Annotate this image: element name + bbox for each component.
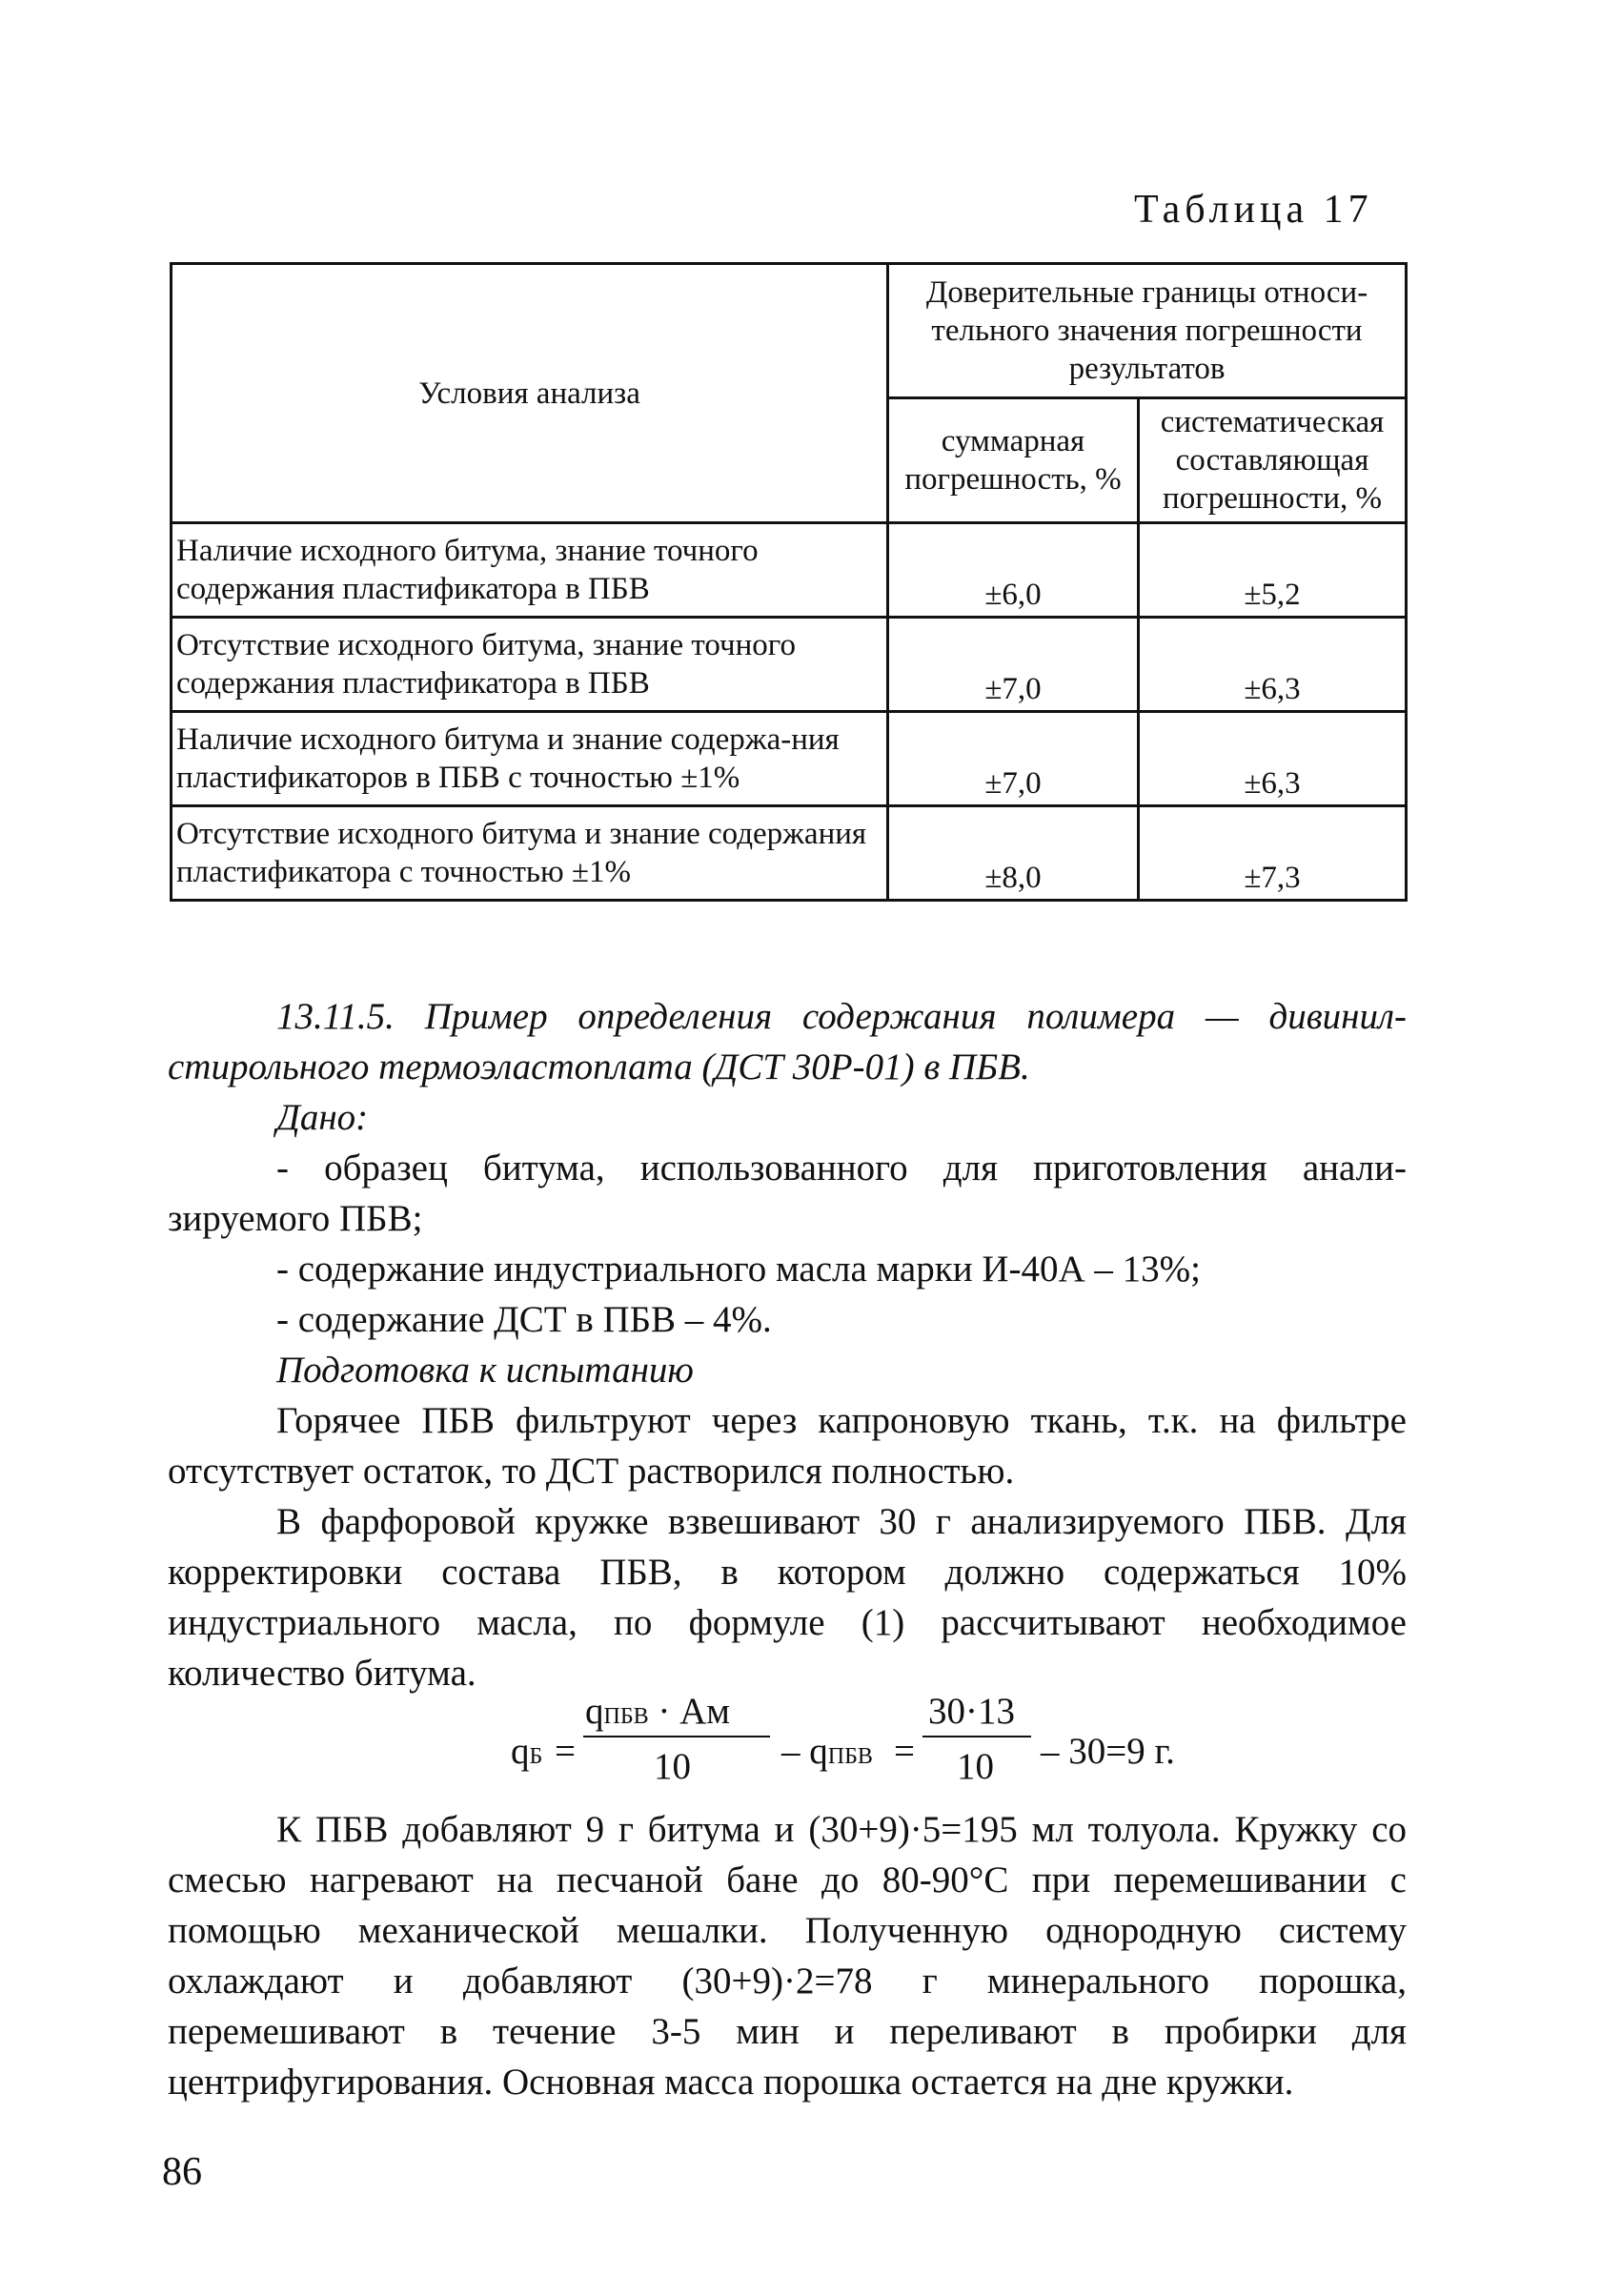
- row-systematic: ±6,3: [1139, 712, 1407, 806]
- row-total: ±7,0: [888, 618, 1139, 712]
- page-number: 86: [162, 2150, 202, 2194]
- header-confidence-limits: Доверительные границы относи-тельного значения погрешности результатов: [888, 264, 1407, 398]
- row-total: ±7,0: [888, 712, 1139, 806]
- paragraph: К ПБВ добавляют 9 г битума и (30+9)·5=195 мл толуола. Кружку со смесью нагревают на песчаной бане до 80-90°С при перемешивании с помощью механической мешалки. Полученную однородную систему охлаждают и добавляют (30+9)·2=78 г минерального порошка, перемешивают в течение 3-5 мин и переливают в пробирки для центрифугирования. Основная масса порошка остается на дне кружки.: [168, 1809, 1407, 2103]
- section-title: 13.11.5. Пример определения содержания полимера — дивинил-стирольного термоэластоплата (ДСТ 30Р-01) в ПБВ.: [168, 996, 1407, 1087]
- table-row: [172, 806, 1407, 901]
- header-systematic-error: систематическая составляющая погрешности, %: [1139, 398, 1407, 523]
- formula-q: qБ: [511, 1731, 543, 1772]
- formula-denominator-1: 10: [654, 1746, 691, 1787]
- results-table: [170, 262, 1408, 902]
- table-row: [172, 523, 1407, 618]
- row-systematic: ±7,3: [1139, 806, 1407, 901]
- row-total: ±8,0: [888, 806, 1139, 901]
- formula-denominator-2: 10: [957, 1746, 994, 1787]
- given-label: Дано:: [276, 1097, 369, 1138]
- row-condition: Отсутствие исходного битума и знание содержания пластификатора с точностью ±1%: [172, 806, 888, 901]
- formula-numerator-1: qПБВ · Ам: [585, 1691, 730, 1732]
- table-row: [172, 618, 1407, 712]
- table-caption: Таблица 17: [1134, 188, 1373, 232]
- fraction-line: [583, 1736, 770, 1737]
- header-total-error: суммарная погрешность, %: [888, 398, 1139, 523]
- given-item: - образец битума, использованного для приготовления анали-зируемого ПБВ;: [168, 1148, 1407, 1239]
- formula-equals-2: =: [894, 1731, 915, 1772]
- row-total: ±6,0: [888, 523, 1139, 618]
- formula-equals: =: [555, 1731, 576, 1772]
- formula-numerator-2: 30·13: [928, 1691, 1015, 1732]
- header-conditions: Условия анализа: [172, 264, 888, 523]
- paragraph: Горячее ПБВ фильтруют через капроновую ткань, т.к. на фильтре отсутствует остаток, то ДСТ растворился полностью.: [168, 1400, 1407, 1492]
- prep-label: Подготовка к испытанию: [276, 1350, 694, 1391]
- paragraph: В фарфоровой кружке взвешивают 30 г анализируемого ПБВ. Для корректировки состава ПБВ, в котором должно содержаться 10% индустриального масла, по формуле (1) рассчитывают необходимое количество битума.: [168, 1501, 1407, 1694]
- given-item: - содержание ДСТ в ПБВ – 4%.: [276, 1299, 772, 1340]
- row-condition: Наличие исходного битума и знание содержа-ния пластификаторов в ПБВ с точностью ±1%: [172, 712, 888, 806]
- row-systematic: ±6,3: [1139, 618, 1407, 712]
- formula-minus-q: – qПБВ: [781, 1731, 873, 1772]
- row-condition: Наличие исходного битума, знание точного содержания пластификатора в ПБВ: [172, 523, 888, 618]
- body-text: [168, 991, 1407, 1698]
- body-text-continued: [168, 1804, 1407, 2107]
- formula-tail: – 30=9 г.: [1041, 1731, 1175, 1772]
- row-condition: Отсутствие исходного битума, знание точного содержания пластификатора в ПБВ: [172, 618, 888, 712]
- row-systematic: ±5,2: [1139, 523, 1407, 618]
- table-row: [172, 712, 1407, 806]
- given-item: - содержание индустриального масла марки И-40А – 13%;: [276, 1249, 1201, 1290]
- bitumen-formula: [511, 1690, 1178, 1804]
- fraction-line: [922, 1736, 1031, 1737]
